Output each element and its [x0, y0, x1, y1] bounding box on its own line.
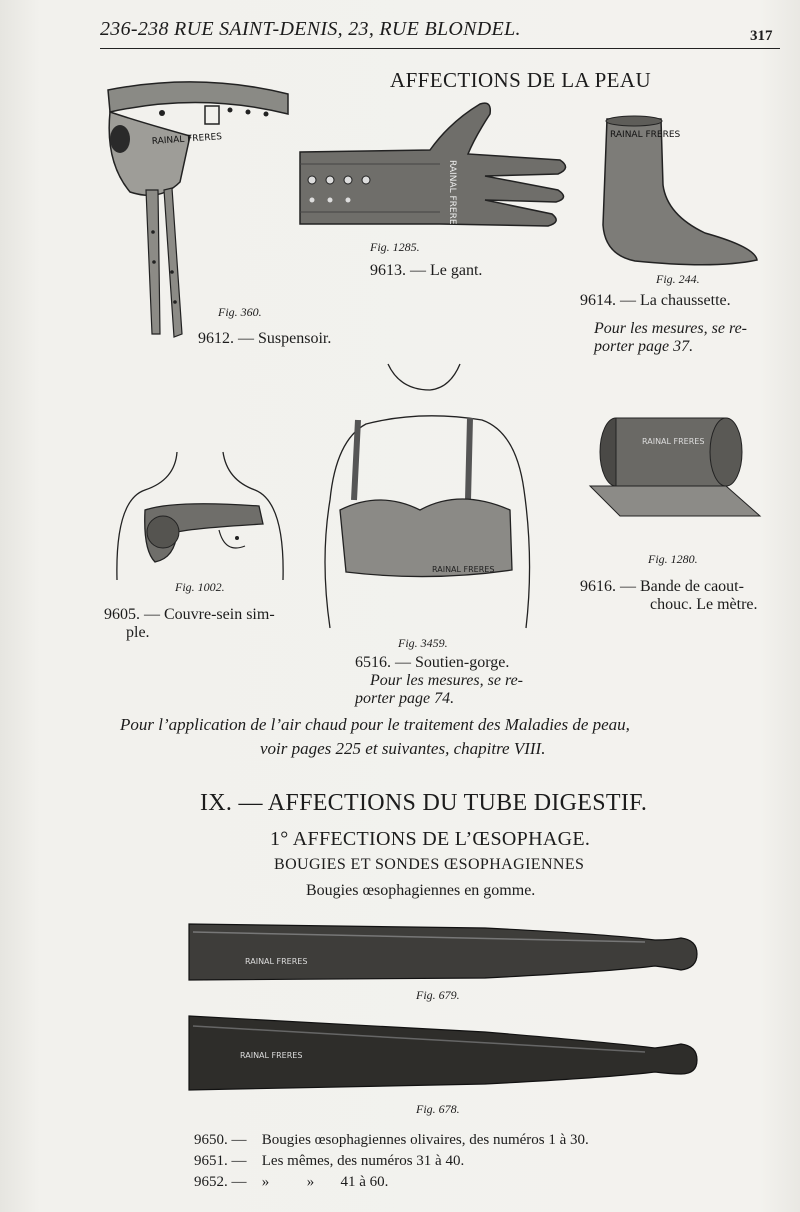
bougie-679-illustration	[185, 920, 700, 975]
sock-brand-label: RAINAL FRERES	[610, 130, 681, 140]
air-note-line-1: Pour l’application de l’air chaud pour le traitement des Maladies de peau,	[120, 715, 630, 734]
item-9614-note-2: porter page 37.	[594, 338, 694, 355]
item-9614-note-1: Pour les mesures, se re-	[594, 320, 748, 337]
item-9605-line-2: ple.	[126, 624, 150, 641]
list-item-text: Les mêmes, des numéros 31 à 40.	[261, 1153, 465, 1169]
fig-679: Fig. 679.	[416, 988, 460, 1002]
bra-brand-label: RAINAL FRERES	[432, 565, 495, 574]
breast-cover-illustration	[115, 450, 295, 585]
chapter-title: IX. — AFFECTIONS DU TUBE DIGESTIF.	[200, 790, 648, 816]
list-item-number: 9652. —	[194, 1174, 247, 1190]
list-item-text: » » 41 à 60.	[261, 1174, 389, 1190]
belt-brand-label: RAINAL FRERES	[151, 132, 223, 147]
list-item-text: Bougies œsophagiennes olivaires, des numéros 1 à 30.	[261, 1132, 589, 1148]
fig-3459: Fig. 3459.	[398, 636, 448, 650]
fig-1002: Fig. 1002.	[175, 580, 225, 594]
item-6516: 6516. — Soutien-gorge.	[355, 654, 510, 671]
suspensory-illustration	[100, 72, 300, 342]
list-item-number: 9651. —	[194, 1153, 247, 1169]
brassiere-illustration	[320, 360, 550, 630]
bougie-item-list	[194, 1130, 589, 1193]
fig-1285: Fig. 1285.	[370, 240, 420, 254]
subsection-intro: Bougies œsophagiennes en gomme.	[306, 882, 536, 899]
air-note-line-2: voir pages 225 et suivantes, chapitre VIII.	[260, 739, 546, 758]
list-item	[194, 1130, 589, 1151]
list-item	[194, 1151, 589, 1172]
subsection-title: BOUGIES ET SONDES ŒSOPHAGIENNES	[274, 856, 585, 873]
item-6516-note-2: porter page 74.	[355, 690, 455, 707]
section-title: AFFECTIONS DE LA PEAU	[390, 68, 652, 92]
item-9613: 9613. — Le gant.	[370, 262, 483, 279]
list-item-number: 9650. —	[194, 1132, 247, 1148]
fig-1280: Fig. 1280.	[648, 552, 698, 566]
bandage-brand-label: RAINAL FRERES	[642, 437, 705, 446]
glove-illustration	[290, 102, 575, 232]
fig-678: Fig. 678.	[416, 1102, 460, 1116]
item-9616-line-1: 9616. — Bande de caout-	[580, 578, 744, 595]
sock-illustration	[595, 115, 765, 270]
chapter-subtitle: 1° AFFECTIONS DE L’ŒSOPHAGE.	[270, 828, 591, 850]
glove-brand-label: RAINAL FRERES	[447, 160, 457, 231]
item-6516-note-1: Pour les mesures, se re-	[370, 672, 524, 689]
bandage-roll-illustration	[580, 412, 765, 522]
list-item	[194, 1172, 589, 1193]
item-9605-line-1: 9605. — Couvre-sein sim-	[104, 606, 275, 623]
bougie-678-brand: RAINAL FRERES	[240, 1051, 303, 1060]
fig-360: Fig. 360.	[218, 305, 262, 319]
bougie-678-illustration	[185, 1012, 700, 1092]
item-9612: 9612. — Suspensoir.	[198, 330, 332, 347]
page-header-address: 236-238 RUE SAINT-DENIS, 23, RUE BLONDEL.	[100, 18, 521, 40]
bougie-679-brand: RAINAL FRERES	[245, 957, 308, 966]
item-9616-line-2: chouc. Le mètre.	[650, 596, 758, 613]
page-number: 317	[750, 28, 773, 44]
item-9614: 9614. — La chaussette.	[580, 292, 731, 309]
header-rule	[100, 48, 780, 49]
fig-244: Fig. 244.	[656, 272, 700, 286]
